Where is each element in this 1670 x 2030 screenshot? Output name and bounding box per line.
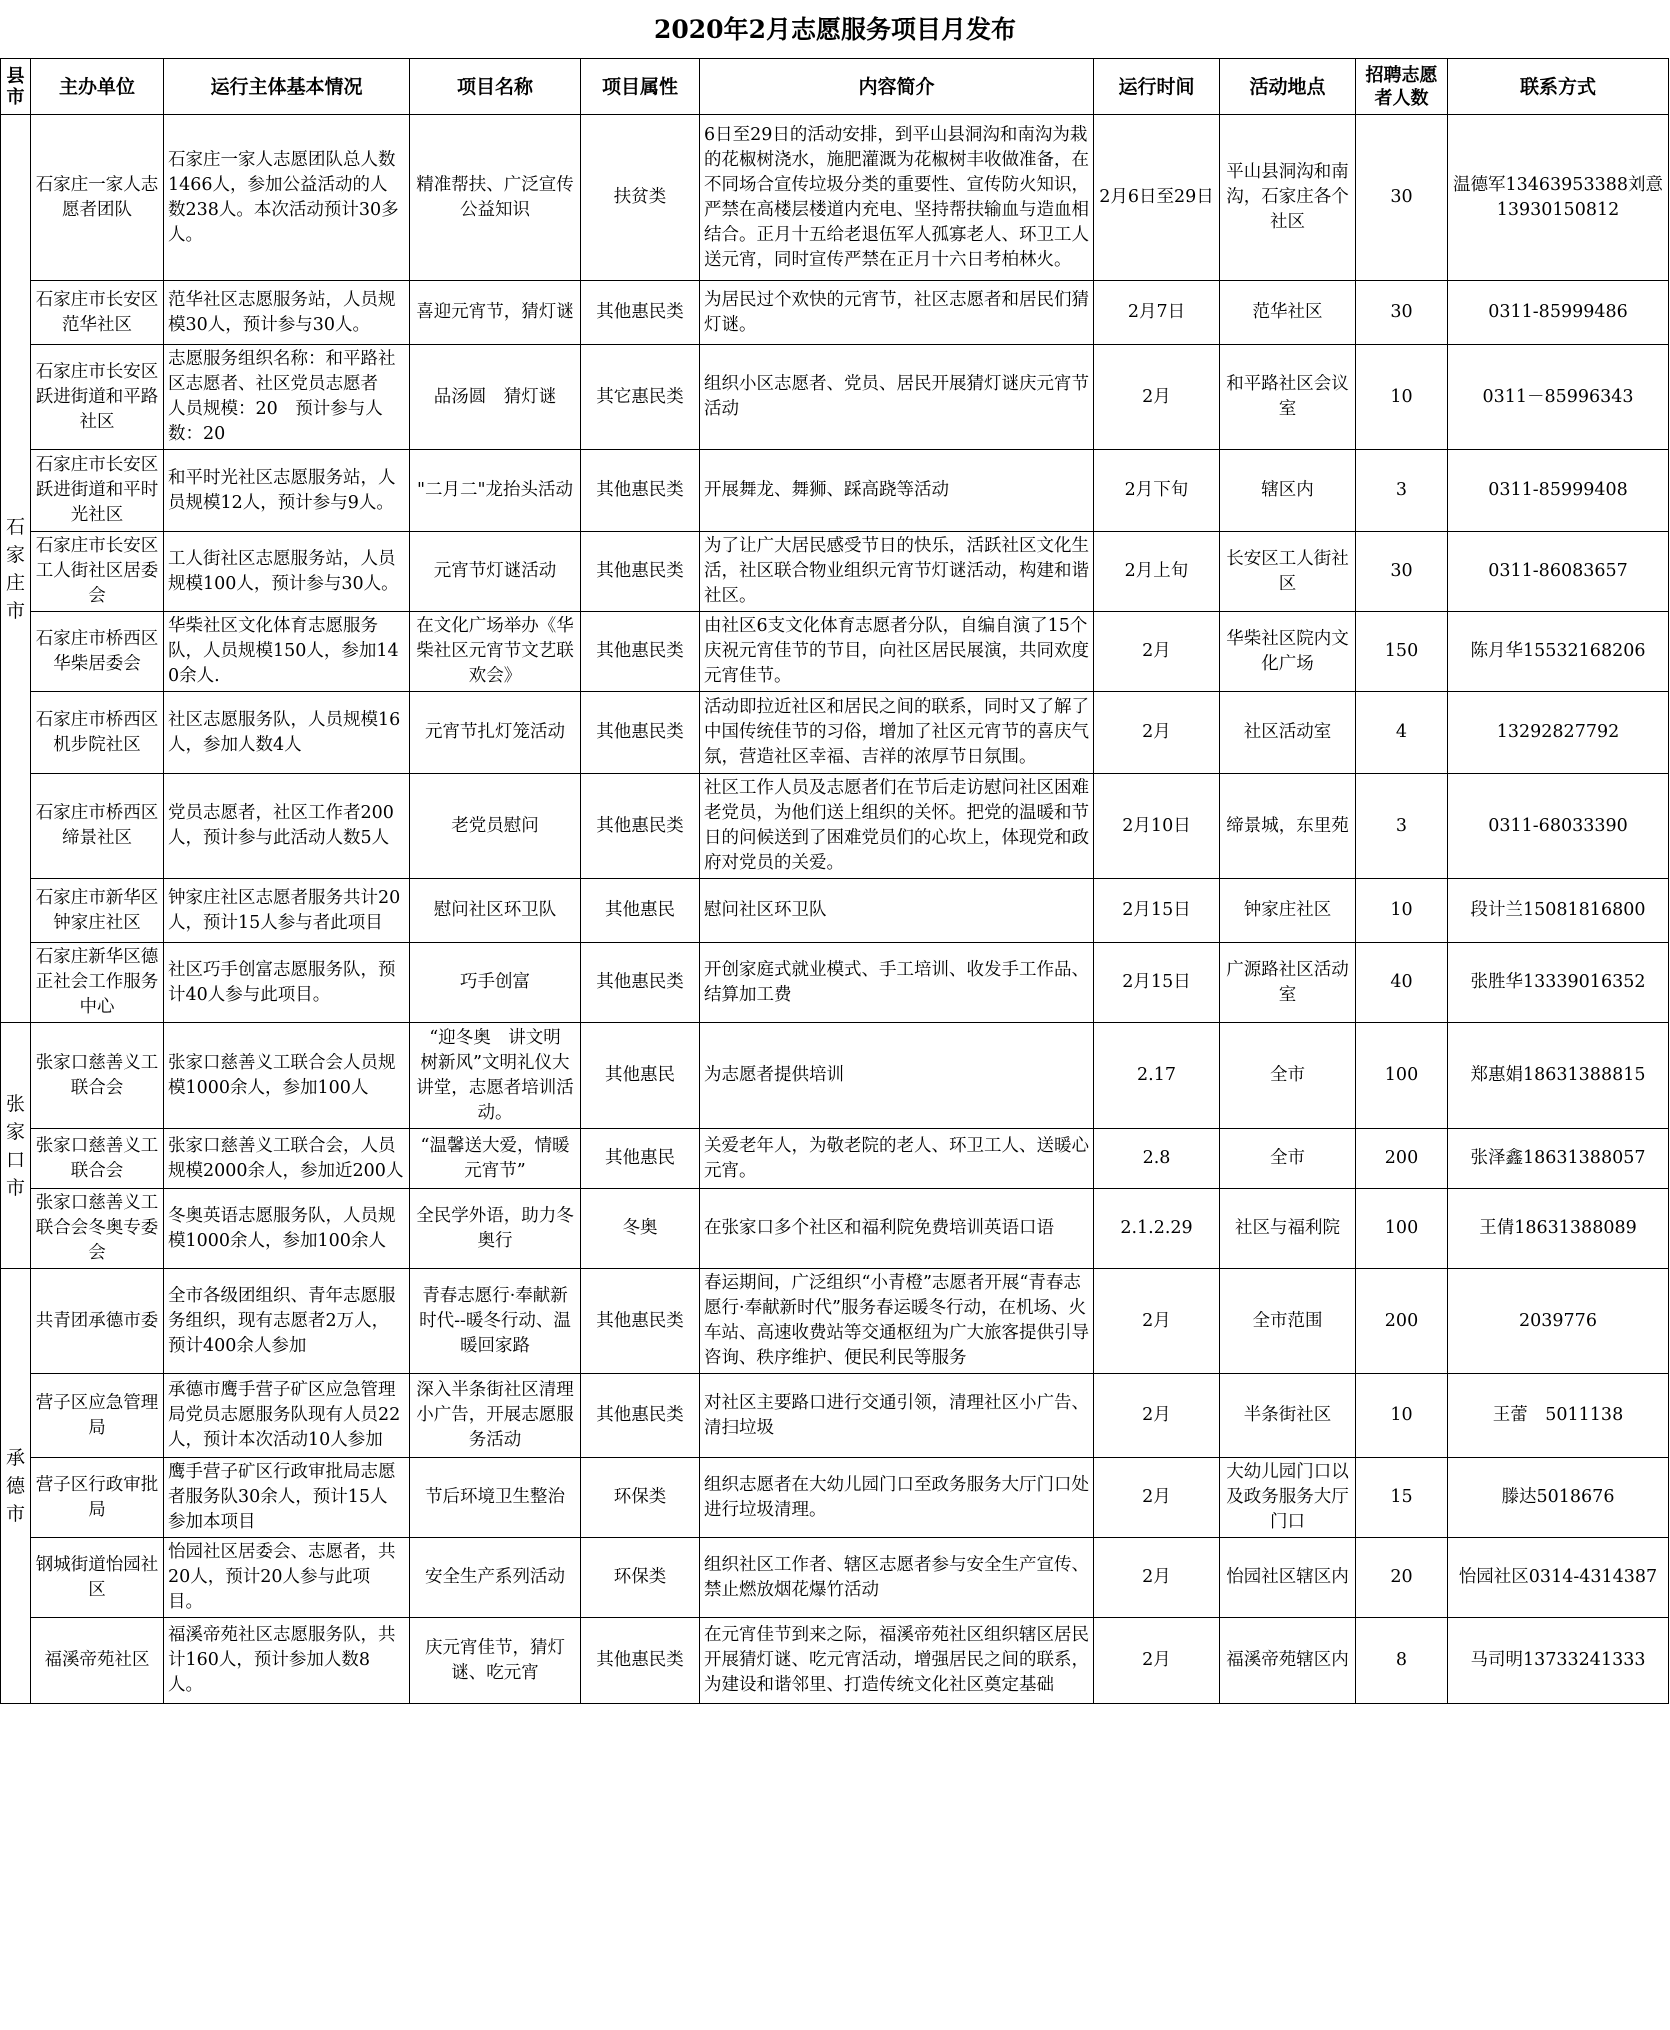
cell-intro: 对社区主要路口进行交通引领，清理社区小广告、清扫垃圾	[700, 1374, 1094, 1458]
cell-basic: 鹰手营子矿区行政审批局志愿者服务队30余人，预计15人参加本项目	[164, 1458, 410, 1538]
cell-place: 长安区工人街社区	[1220, 532, 1356, 612]
cell-intro: 为了让广大居民感受节日的快乐，活跃社区文化生活，社区联合物业组织元宵节灯谜活动，构建和谐社区。	[700, 532, 1094, 612]
cell-org: 营子区行政审批局	[31, 1458, 164, 1538]
cell-intro: 活动即拉近社区和居民之间的联系，同时又了解了中国传统佳节的习俗，增加了社区元宵节的喜庆气氛，营造社区幸福、吉祥的浓厚节日氛围。	[700, 692, 1094, 774]
cell-name: 老党员慰问	[410, 774, 581, 879]
cell-org: 张家口慈善义工联合会	[31, 1129, 164, 1189]
cell-count: 4	[1356, 692, 1448, 774]
header-attr: 项目属性	[581, 59, 700, 115]
cell-count: 200	[1356, 1129, 1448, 1189]
table-row	[1, 1618, 1669, 1704]
cell-attr: 其他惠民类	[581, 612, 700, 692]
cell-basic: 全市各级团组织、青年志愿服务组织，现有志愿者2万人，预计400余人参加	[164, 1269, 410, 1374]
cell-name: 精准帮扶、广泛宣传公益知识	[410, 115, 581, 281]
cell-name: 全民学外语，助力冬奥行	[410, 1189, 581, 1269]
cell-count: 30	[1356, 115, 1448, 281]
cell-count: 200	[1356, 1269, 1448, 1374]
table-row	[1, 879, 1669, 943]
cell-time: 2.1.2.29	[1094, 1189, 1220, 1269]
cell-intro: 慰问社区环卫队	[700, 879, 1094, 943]
cell-org: 营子区应急管理局	[31, 1374, 164, 1458]
cell-attr: 扶贫类	[581, 115, 700, 281]
cell-name: 元宵节扎灯笼活动	[410, 692, 581, 774]
table-row	[1, 532, 1669, 612]
cell-basic: 范华社区志愿服务站，人员规模30人，预计参与30人。	[164, 281, 410, 345]
cell-intro: 组织小区志愿者、党员、居民开展猜灯谜庆元宵节活动	[700, 345, 1094, 450]
header-intro: 内容简介	[700, 59, 1094, 115]
header-row	[1, 59, 1669, 115]
cell-contact: 郑惠娟18631388815	[1448, 1023, 1669, 1129]
cell-place: 大幼儿园门口以及政务服务大厅门口	[1220, 1458, 1356, 1538]
cell-name: 青春志愿行·奉献新时代--暖冬行动、温暖回家路	[410, 1269, 581, 1374]
cell-count: 30	[1356, 281, 1448, 345]
cell-attr: 其他惠民类	[581, 1618, 700, 1704]
cell-attr: 其他惠民类	[581, 1269, 700, 1374]
header-time: 运行时间	[1094, 59, 1220, 115]
cell-attr: 其它惠民类	[581, 345, 700, 450]
cell-count: 100	[1356, 1189, 1448, 1269]
cell-basic: 怡园社区居委会、志愿者，共20人，预计20人参与此项目。	[164, 1538, 410, 1618]
cell-contact: 0311－85996343	[1448, 345, 1669, 450]
cell-basic: 和平时光社区志愿服务站，人员规模12人，预计参与9人。	[164, 450, 410, 532]
cell-contact: 怡园社区0314-4314387	[1448, 1538, 1669, 1618]
cell-contact: 马司明13733241333	[1448, 1618, 1669, 1704]
table-row	[1, 450, 1669, 532]
cell-count: 10	[1356, 1374, 1448, 1458]
cell-time: 2月下旬	[1094, 450, 1220, 532]
cell-time: 2月	[1094, 1269, 1220, 1374]
cell-contact: 0311-85999486	[1448, 281, 1669, 345]
cell-org: 石家庄市桥西区华柴居委会	[31, 612, 164, 692]
table-row	[1, 1189, 1669, 1269]
cell-intro: 6日至29日的活动安排，到平山县洞沟和南沟为栽的花椒树浇水，施肥灌溉为花椒树丰收做准备，在不同场合宣传垃圾分类的重要性、宣传防火知识，严禁在高楼层楼道内充电、坚持帮扶输血与造血相结合。正月十五给老退伍军人孤寡老人、环卫工人送元宵，同时宣传严禁在正月十六日考柏林火。	[700, 115, 1094, 281]
cell-count: 10	[1356, 345, 1448, 450]
cell-attr: 其他惠民	[581, 1129, 700, 1189]
county-cell: 承德市	[1, 1269, 31, 1704]
cell-org: 石家庄市桥西区缔景社区	[31, 774, 164, 879]
cell-basic: 石家庄一家人志愿团队总人数1466人，参加公益活动的人数238人。本次活动预计30多人。	[164, 115, 410, 281]
page-title: 2020年2月志愿服务项目月发布	[654, 15, 1016, 44]
cell-attr: 其他惠民	[581, 879, 700, 943]
cell-place: 和平路社区会议室	[1220, 345, 1356, 450]
cell-place: 缔景城，东里苑	[1220, 774, 1356, 879]
cell-contact: 王倩18631388089	[1448, 1189, 1669, 1269]
cell-basic: 张家口慈善义工联合会，人员规模2000余人，参加近200人	[164, 1129, 410, 1189]
cell-intro: 社区工作人员及志愿者们在节后走访慰问社区困难老党员，为他们送上组织的关怀。把党的温暖和节日的问候送到了困难党员们的心坎上，体现党和政府对党员的关爱。	[700, 774, 1094, 879]
table-row	[1, 281, 1669, 345]
cell-name: 品汤圆 猜灯谜	[410, 345, 581, 450]
cell-time: 2月	[1094, 1374, 1220, 1458]
cell-place: 社区活动室	[1220, 692, 1356, 774]
cell-contact: 0311-68033390	[1448, 774, 1669, 879]
table-row	[1, 612, 1669, 692]
cell-attr: 环保类	[581, 1538, 700, 1618]
table-row	[1, 1374, 1669, 1458]
cell-org: 石家庄市长安区跃进街道和平路社区	[31, 345, 164, 450]
header-contact: 联系方式	[1448, 59, 1669, 115]
cell-place: 福溪帝苑辖区内	[1220, 1618, 1356, 1704]
cell-contact: 2039776	[1448, 1269, 1669, 1374]
cell-count: 3	[1356, 450, 1448, 532]
header-county: 县市	[1, 59, 31, 115]
cell-place: 社区与福利院	[1220, 1189, 1356, 1269]
cell-name: “温馨送大爱，情暖元宵节”	[410, 1129, 581, 1189]
cell-time: 2月	[1094, 1618, 1220, 1704]
cell-org: 张家口慈善义工联合会	[31, 1023, 164, 1129]
cell-name: 深入半条街社区清理小广告，开展志愿服务活动	[410, 1374, 581, 1458]
cell-count: 40	[1356, 943, 1448, 1023]
cell-basic: 钟家庄社区志愿者服务共计20人，预计15人参与者此项目	[164, 879, 410, 943]
cell-org: 钢城街道怡园社区	[31, 1538, 164, 1618]
cell-time: 2月7日	[1094, 281, 1220, 345]
cell-intro: 由社区6支文化体育志愿者分队，自编自演了15个庆祝元宵佳节的节目，向社区居民展演，共同欢度元宵佳节。	[700, 612, 1094, 692]
cell-intro: 开展舞龙、舞狮、踩高跷等活动	[700, 450, 1094, 532]
cell-place: 全市	[1220, 1023, 1356, 1129]
cell-place: 平山县洞沟和南沟，石家庄各个社区	[1220, 115, 1356, 281]
cell-place: 广源路社区活动室	[1220, 943, 1356, 1023]
header-name: 项目名称	[410, 59, 581, 115]
cell-contact: 段计兰15081816800	[1448, 879, 1669, 943]
cell-name: "二月二"龙抬头活动	[410, 450, 581, 532]
cell-intro: 春运期间，广泛组织“小青橙”志愿者开展“青春志愿行·奉献新时代”服务春运暖冬行动，在机场、火车站、高速收费站等交通枢纽为广大旅客提供引导咨询、秩序维护、便民利民等服务	[700, 1269, 1094, 1374]
cell-time: 2月	[1094, 345, 1220, 450]
cell-org: 福溪帝苑社区	[31, 1618, 164, 1704]
cell-basic: 承德市鹰手营子矿区应急管理局党员志愿服务队现有人员22人，预计本次活动10人参加	[164, 1374, 410, 1458]
cell-time: 2月	[1094, 692, 1220, 774]
cell-name: 元宵节灯谜活动	[410, 532, 581, 612]
cell-org: 石家庄市桥西区机步院社区	[31, 692, 164, 774]
cell-time: 2月10日	[1094, 774, 1220, 879]
cell-basic: 社区巧手创富志愿服务队，预计40人参与此项目。	[164, 943, 410, 1023]
cell-attr: 其他惠民	[581, 1023, 700, 1129]
cell-place: 华柴社区院内文化广场	[1220, 612, 1356, 692]
cell-contact: 13292827792	[1448, 692, 1669, 774]
cell-contact: 0311-85999408	[1448, 450, 1669, 532]
cell-contact: 张胜华13339016352	[1448, 943, 1669, 1023]
table-row	[1, 345, 1669, 450]
cell-name: 庆元宵佳节，猜灯谜、吃元宵	[410, 1618, 581, 1704]
cell-attr: 其他惠民类	[581, 281, 700, 345]
cell-contact: 0311-86083657	[1448, 532, 1669, 612]
cell-time: 2月6日至29日	[1094, 115, 1220, 281]
table-row	[1, 774, 1669, 879]
cell-org: 石家庄市新华区钟家庄社区	[31, 879, 164, 943]
cell-time: 2月上旬	[1094, 532, 1220, 612]
cell-basic: 工人街社区志愿服务站，人员规模100人，预计参与30人。	[164, 532, 410, 612]
cell-contact: 张泽鑫18631388057	[1448, 1129, 1669, 1189]
cell-count: 10	[1356, 879, 1448, 943]
cell-org: 共青团承德市委	[31, 1269, 164, 1374]
cell-intro: 在元宵佳节到来之际，福溪帝苑社区组织辖区居民开展猜灯谜、吃元宵活动，增强居民之间的联系，为建设和谐邻里、打造传统文化社区奠定基础	[700, 1618, 1094, 1704]
cell-intro: 关爱老年人，为敬老院的老人、环卫工人、送暖心元宵。	[700, 1129, 1094, 1189]
table-row	[1, 1023, 1669, 1129]
cell-name: 在文化广场举办《华柴社区元宵节文艺联欢会》	[410, 612, 581, 692]
cell-intro: 在张家口多个社区和福利院免费培训英语口语	[700, 1189, 1094, 1269]
cell-org: 石家庄市长安区范华社区	[31, 281, 164, 345]
cell-basic: 张家口慈善义工联合会人员规模1000余人，参加100人	[164, 1023, 410, 1129]
header-basic: 运行主体基本情况	[164, 59, 410, 115]
header-org: 主办单位	[31, 59, 164, 115]
cell-time: 2月	[1094, 612, 1220, 692]
cell-attr: 环保类	[581, 1458, 700, 1538]
cell-name: 节后环境卫生整治	[410, 1458, 581, 1538]
county-cell: 石家庄市	[1, 115, 31, 1023]
cell-attr: 其他惠民类	[581, 692, 700, 774]
cell-time: 2月15日	[1094, 943, 1220, 1023]
cell-time: 2.8	[1094, 1129, 1220, 1189]
cell-place: 范华社区	[1220, 281, 1356, 345]
cell-contact: 王蕾 5011138	[1448, 1374, 1669, 1458]
county-cell: 张家口市	[1, 1023, 31, 1269]
cell-count: 8	[1356, 1618, 1448, 1704]
cell-time: 2月	[1094, 1538, 1220, 1618]
table-row	[1, 1269, 1669, 1374]
cell-count: 15	[1356, 1458, 1448, 1538]
cell-place: 钟家庄社区	[1220, 879, 1356, 943]
cell-org: 石家庄新华区德正社会工作服务中心	[31, 943, 164, 1023]
cell-name: 慰问社区环卫队	[410, 879, 581, 943]
cell-count: 20	[1356, 1538, 1448, 1618]
cell-basic: 社区志愿服务队，人员规模16人，参加人数4人	[164, 692, 410, 774]
cell-org: 石家庄市长安区工人街社区居委会	[31, 532, 164, 612]
cell-org: 张家口慈善义工联合会冬奥专委会	[31, 1189, 164, 1269]
cell-place: 全市范围	[1220, 1269, 1356, 1374]
cell-time: 2月15日	[1094, 879, 1220, 943]
cell-attr: 其他惠民类	[581, 774, 700, 879]
cell-org: 石家庄市长安区跃进街道和平时光社区	[31, 450, 164, 532]
cell-count: 30	[1356, 532, 1448, 612]
cell-place: 全市	[1220, 1129, 1356, 1189]
cell-intro: 为居民过个欢快的元宵节，社区志愿者和居民们猜灯谜。	[700, 281, 1094, 345]
cell-intro: 组织志愿者在大幼儿园门口至政务服务大厅门口处进行垃圾清理。	[700, 1458, 1094, 1538]
cell-contact: 陈月华15532168206	[1448, 612, 1669, 692]
table-row	[1, 1129, 1669, 1189]
cell-intro: 组织社区工作者、辖区志愿者参与安全生产宣传、禁止燃放烟花爆竹活动	[700, 1538, 1094, 1618]
cell-org: 石家庄一家人志愿者团队	[31, 115, 164, 281]
table-row	[1, 115, 1669, 281]
cell-name: “迎冬奥 讲文明 树新风”文明礼仪大讲堂，志愿者培训活动。	[410, 1023, 581, 1129]
cell-attr: 其他惠民类	[581, 943, 700, 1023]
cell-time: 2月	[1094, 1458, 1220, 1538]
project-table	[0, 58, 1669, 1704]
cell-intro: 为志愿者提供培训	[700, 1023, 1094, 1129]
cell-place: 辖区内	[1220, 450, 1356, 532]
cell-place: 怡园社区辖区内	[1220, 1538, 1356, 1618]
cell-attr: 其他惠民类	[581, 450, 700, 532]
cell-basic: 党员志愿者，社区工作者200人，预计参与此活动人数5人	[164, 774, 410, 879]
table-row	[1, 692, 1669, 774]
cell-basic: 冬奥英语志愿服务队，人员规模1000余人，参加100余人	[164, 1189, 410, 1269]
header-place: 活动地点	[1220, 59, 1356, 115]
cell-basic: 华柴社区文化体育志愿服务队，人员规模150人，参加140余人.	[164, 612, 410, 692]
cell-name: 喜迎元宵节，猜灯谜	[410, 281, 581, 345]
cell-name: 安全生产系列活动	[410, 1538, 581, 1618]
cell-attr: 冬奥	[581, 1189, 700, 1269]
cell-name: 巧手创富	[410, 943, 581, 1023]
cell-count: 150	[1356, 612, 1448, 692]
cell-attr: 其他惠民类	[581, 1374, 700, 1458]
cell-intro: 开创家庭式就业模式、手工培训、收发手工作品、结算加工费	[700, 943, 1094, 1023]
cell-time: 2.17	[1094, 1023, 1220, 1129]
table-row	[1, 1538, 1669, 1618]
cell-count: 100	[1356, 1023, 1448, 1129]
table-row	[1, 1458, 1669, 1538]
cell-contact: 滕达5018676	[1448, 1458, 1669, 1538]
cell-basic: 志愿服务组织名称：和平路社区志愿者、社区党员志愿者 人员规模：20 预计参与人数：20	[164, 345, 410, 450]
cell-place: 半条街社区	[1220, 1374, 1356, 1458]
table-row	[1, 943, 1669, 1023]
cell-basic: 福溪帝苑社区志愿服务队，共计160人，预计参加人数8人。	[164, 1618, 410, 1704]
header-count: 招聘志愿者人数	[1356, 59, 1448, 115]
cell-contact: 温德军13463953388刘意13930150812	[1448, 115, 1669, 281]
cell-count: 3	[1356, 774, 1448, 879]
cell-attr: 其他惠民类	[581, 532, 700, 612]
